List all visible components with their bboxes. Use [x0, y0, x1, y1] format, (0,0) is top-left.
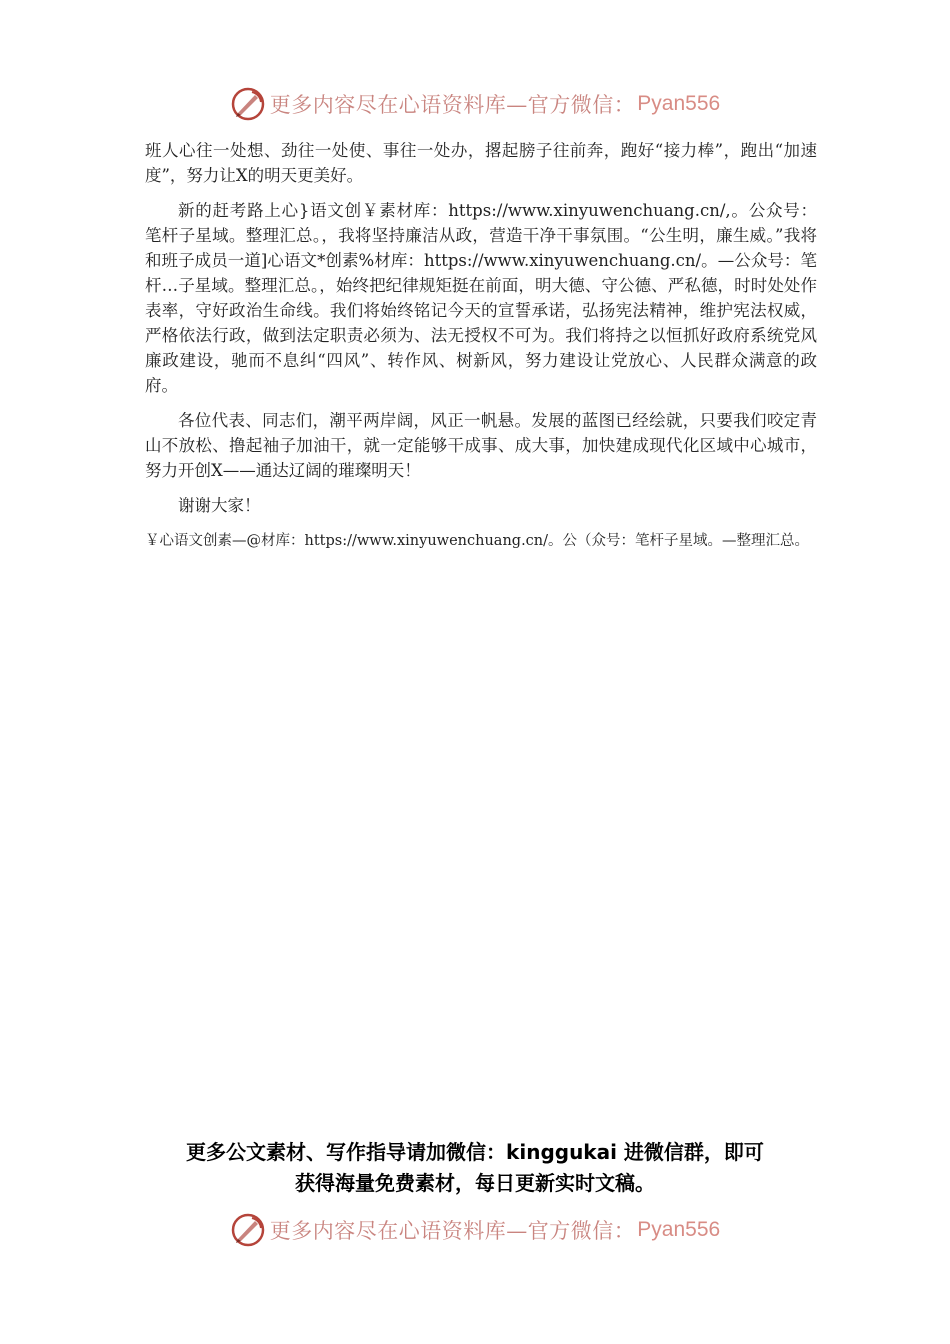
promo-line: 获得海量免费素材，每日更新实时文稿。 [295, 1171, 655, 1195]
paragraph: 各位代表、同志们，潮平两岸阔，风正一帆悬。发展的蓝图已经绘就，只要我们咬定青山不放松、撸起袖子加油干，就一定能够干成事、成大事，加快建成现代化区域中心城市，努力开创X——通达辽阔的璀璨明天！ [145, 411, 817, 480]
document-body [145, 138, 817, 564]
header-banner [0, 82, 950, 126]
promo-line: 更多公文素材、写作指导请加微信：kinggukai 进微信群，即可 [186, 1140, 764, 1164]
paragraph: 新的赶考路上心}语文创￥素材库：https://www.xinyuwenchuang.cn/,。公众号：笔杆子星域。整理汇总。，我将坚持廉洁从政，营造干净干事氛围。“公生明，廉生威。”我将和班子成员一道]心语文*创素%材库：https://www.xinyuwenchuang.cn/。—公众号：笔杆…子星域。整理汇总。，始终把纪律规矩挺在前面，明大德、守公德、严私德，时时处处作表率，守好政治生命线。我们将始终铭记今天的宣誓承诺，弘扬宪法精神，维护宪法权威，严格依法行政，做到法定职责必须为、法无授权不可为。我们将持之以恒抓好政府系统党风廉政建设，驰而不息纠“四风”、转作风、树新风，努力建设让党放心、人民群众满意的政府。 [145, 201, 817, 395]
footer-banner [0, 1208, 950, 1252]
closing-thanks: 谢谢大家！ [178, 496, 261, 515]
promo-text [0, 1137, 950, 1199]
pen-logo-icon [230, 86, 266, 122]
footer-note: ￥心语文创素—@材库：https://www.xinyuwenchuang.cn/。公（众号：笔杆子星域。—整理汇总。 [145, 533, 810, 549]
banner-text: 更多内容尽在心语资料库—官方微信： [269, 1219, 636, 1243]
banner-handle: Pyan556 [637, 1218, 721, 1241]
pen-logo-icon [230, 1212, 266, 1248]
banner-handle: Pyan556 [637, 92, 721, 115]
paragraph: 班人心往一处想、劲往一处使、事往一处办，撂起膀子往前奔，跑好“接力棒”，跑出“加速度”，努力让X的明天更美好。 [145, 141, 817, 185]
banner-text: 更多内容尽在心语资料库—官方微信： [269, 93, 636, 117]
